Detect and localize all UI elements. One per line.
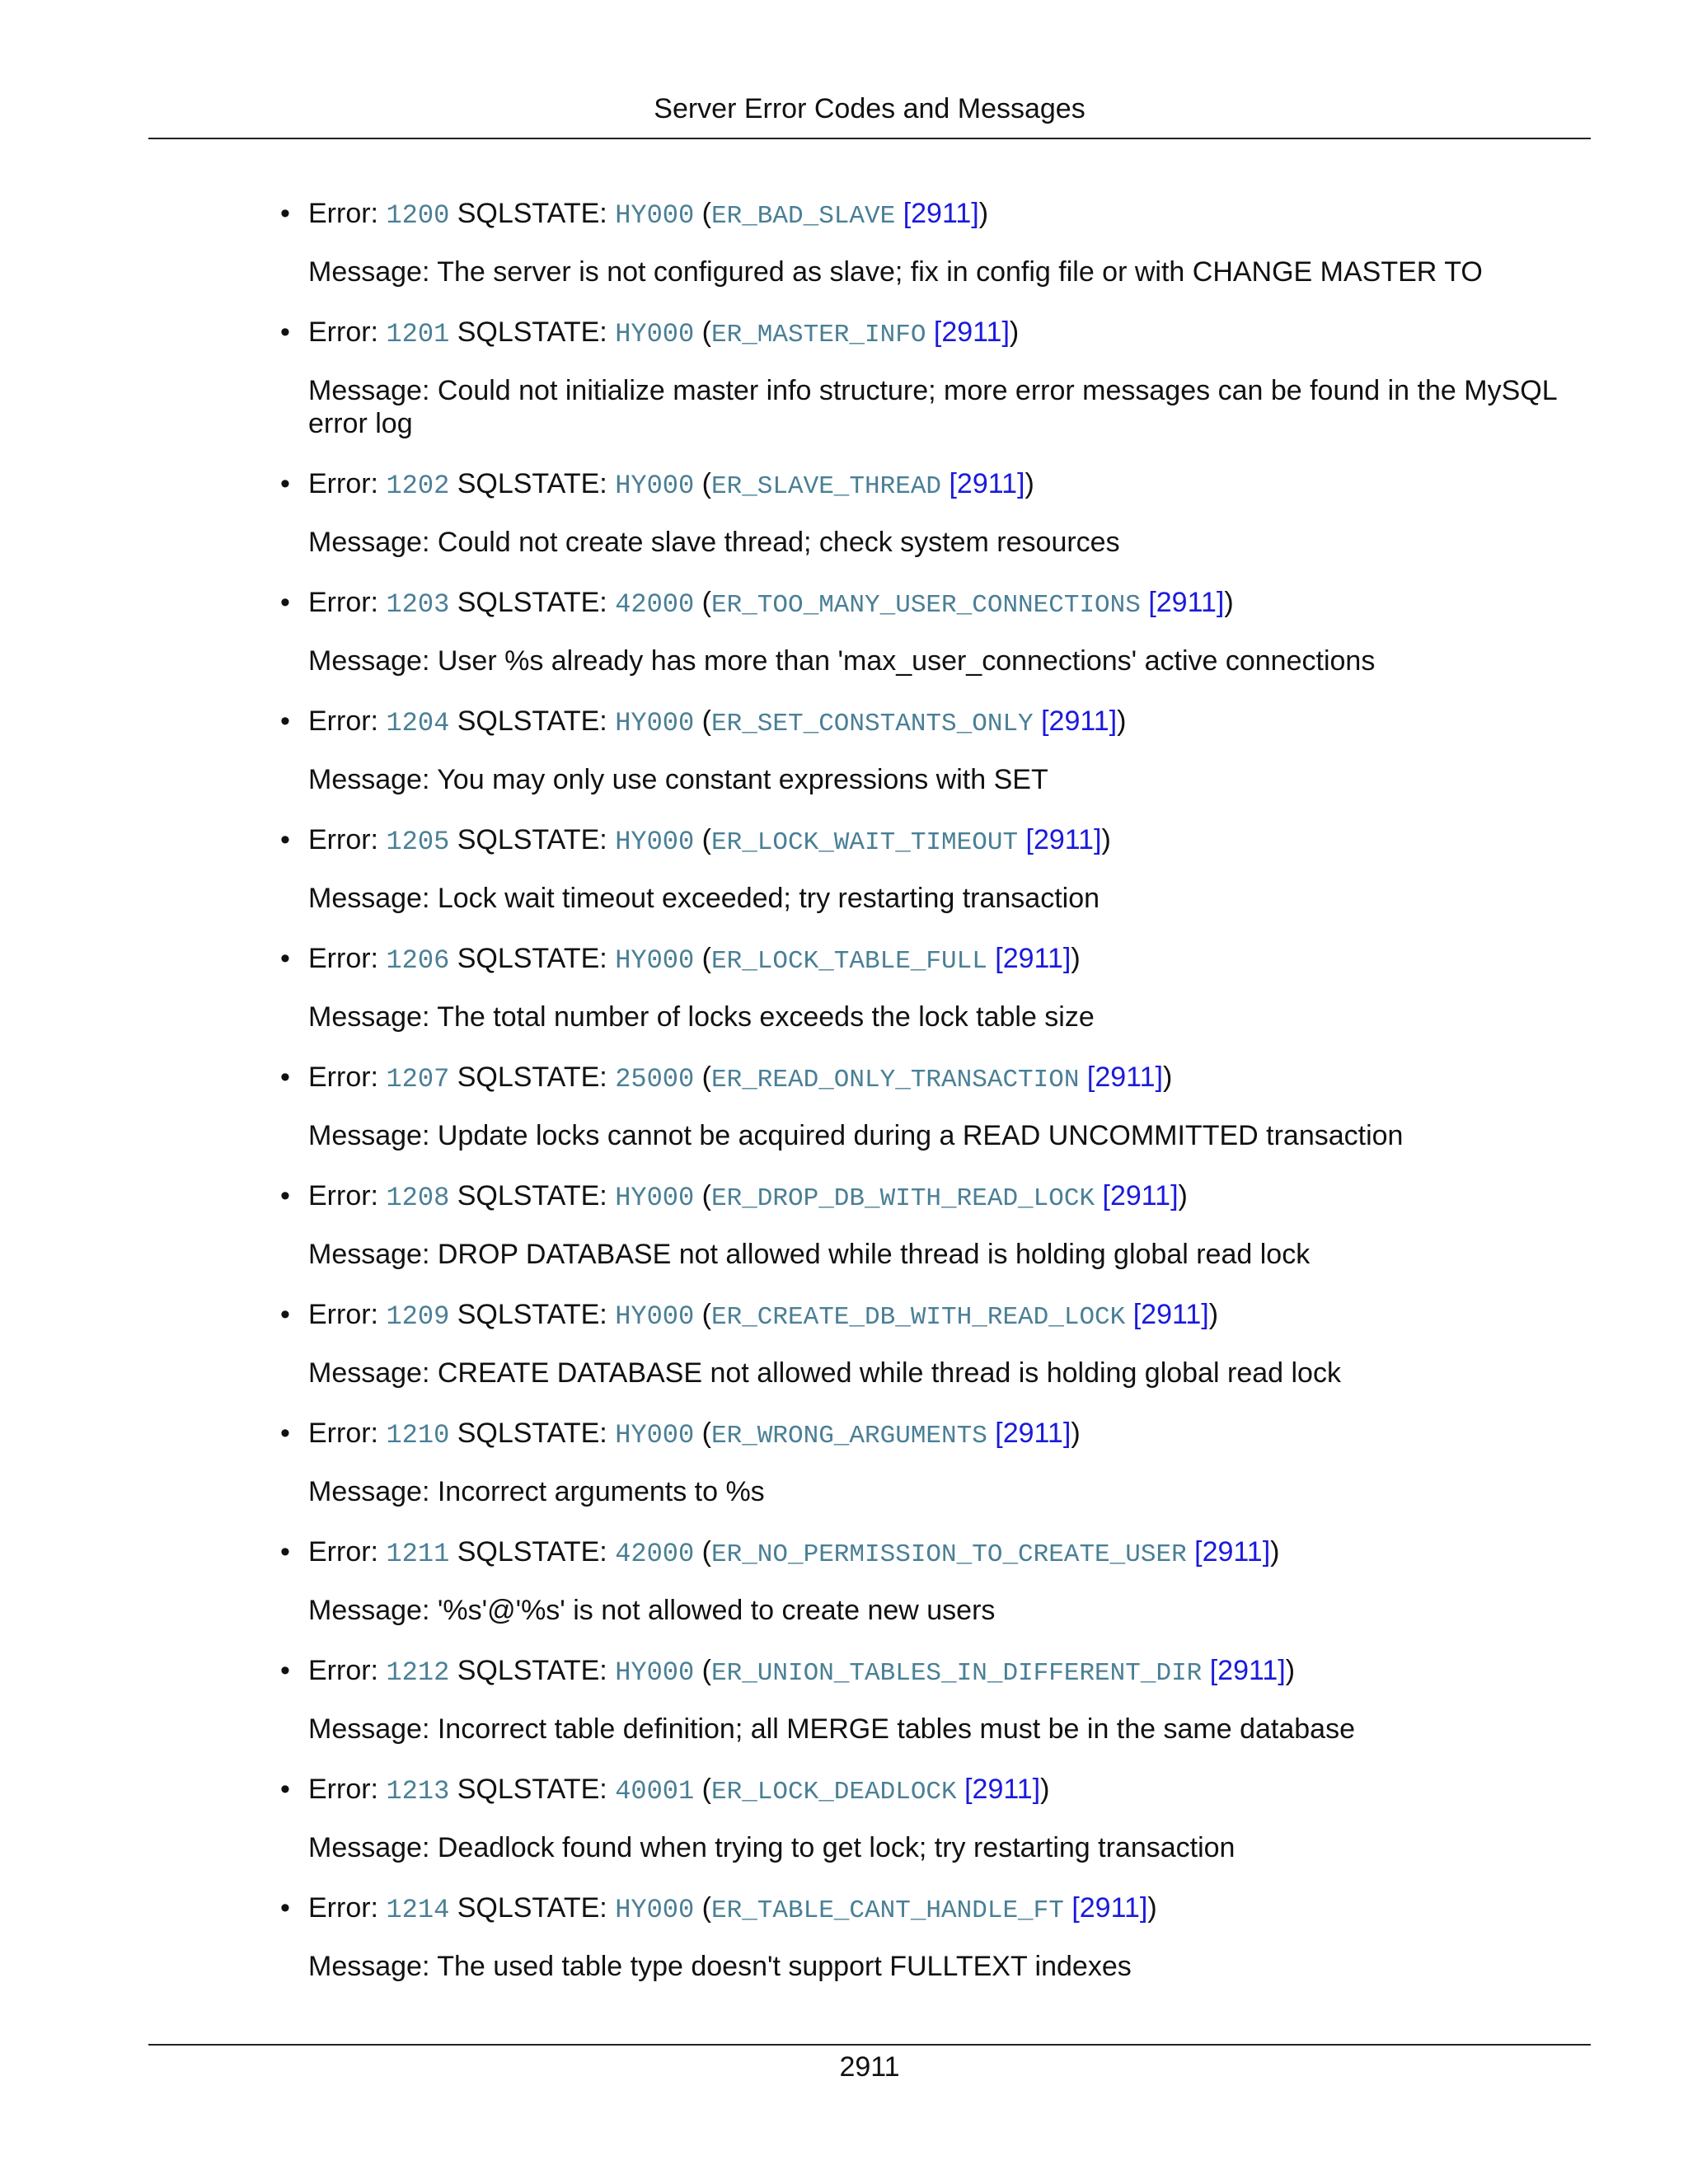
error-entry (280, 1533, 1566, 1627)
error-code: 1208 (386, 1183, 450, 1213)
sqlstate-label: SQLSTATE: (457, 1536, 607, 1568)
page-reference-link[interactable]: [2911] (995, 1418, 1071, 1449)
close-paren: ) (1147, 1892, 1157, 1924)
sqlstate-label: SQLSTATE: (457, 1418, 607, 1449)
error-entry (280, 194, 1566, 288)
page-reference-link[interactable]: [2911] (964, 1774, 1041, 1805)
message-label: Message: (308, 527, 430, 558)
close-paren: ) (1071, 1418, 1081, 1449)
error-header-line (308, 1296, 1566, 1337)
error-header-line (308, 1058, 1566, 1099)
bullet: • (280, 1180, 290, 1212)
error-code: 1206 (386, 945, 450, 976)
error-code: 1211 (386, 1539, 450, 1569)
error-header-line (308, 194, 1566, 236)
page-reference-link[interactable]: [2911] (903, 198, 979, 229)
sqlstate-label: SQLSTATE: (457, 198, 607, 229)
error-symbol: ER_LOCK_TABLE_FULL (710, 947, 987, 976)
bullet: • (280, 316, 290, 348)
open-paren: ( (701, 587, 711, 618)
message-line (308, 644, 1566, 677)
message-text: The used table type doesn't support FULLTEXT indexes (437, 1951, 1132, 1982)
error-header-line (308, 1770, 1566, 1811)
error-symbol: ER_UNION_TABLES_IN_DIFFERENT_DIR (710, 1659, 1203, 1688)
message-label: Message: (308, 645, 430, 677)
page-reference-link[interactable]: [2911] (1102, 1180, 1179, 1212)
message-label: Message: (308, 764, 430, 795)
page-reference-link[interactable]: [2911] (1071, 1892, 1148, 1924)
message-label: Message: (308, 256, 430, 288)
open-paren: ( (701, 1655, 711, 1686)
error-code: 1202 (386, 471, 450, 501)
error-label: Error: (308, 468, 378, 499)
sqlstate-label: SQLSTATE: (457, 705, 607, 737)
error-symbol: ER_SLAVE_THREAD (710, 472, 942, 501)
sqlstate-value: HY000 (615, 319, 695, 349)
message-text: The server is not configured as slave; fix in config file or with CHANGE MASTER TO (437, 256, 1483, 288)
open-paren: ( (701, 705, 711, 737)
error-code: 1209 (386, 1301, 450, 1332)
error-label: Error: (308, 1180, 378, 1212)
open-paren: ( (701, 1418, 711, 1449)
error-symbol: ER_MASTER_INFO (710, 321, 926, 349)
open-paren: ( (701, 943, 711, 974)
message-line (308, 1475, 1566, 1508)
page-reference-link[interactable]: [2911] (1209, 1655, 1286, 1686)
error-symbol: ER_LOCK_DEADLOCK (710, 1778, 957, 1807)
message-line (308, 1119, 1566, 1152)
message-text: You may only use constant expressions with SET (437, 764, 1048, 795)
footer-divider (148, 2044, 1591, 2046)
error-symbol: ER_DROP_DB_WITH_READ_LOCK (710, 1184, 1095, 1213)
error-symbol: ER_READ_ONLY_TRANSACTION (710, 1066, 1080, 1094)
page-reference-link[interactable]: [2911] (1132, 1299, 1209, 1330)
message-line (308, 882, 1566, 915)
message-label: Message: (308, 1357, 430, 1389)
error-label: Error: (308, 1418, 378, 1449)
error-header-line (308, 1533, 1566, 1574)
close-paren: ) (1101, 824, 1111, 855)
bullet: • (280, 705, 290, 737)
sqlstate-value: HY000 (615, 945, 695, 976)
error-entry (280, 1652, 1566, 1746)
error-entry (280, 1414, 1566, 1508)
message-text: '%s'@'%s' is not allowed to create new users (437, 1595, 996, 1626)
message-label: Message: (308, 375, 430, 406)
message-text: DROP DATABASE not allowed while thread is holding global read lock (437, 1239, 1311, 1270)
message-label: Message: (308, 1001, 430, 1033)
message-line (308, 1357, 1566, 1390)
error-header-line (308, 313, 1566, 354)
error-code: 1204 (386, 708, 450, 738)
error-label: Error: (308, 824, 378, 855)
open-paren: ( (701, 1536, 711, 1568)
error-entry (280, 1177, 1566, 1271)
error-code: 1205 (386, 827, 450, 857)
sqlstate-value: 42000 (615, 589, 695, 620)
open-paren: ( (701, 1180, 711, 1212)
page-reference-link[interactable]: [2911] (995, 943, 1071, 974)
error-code: 1201 (386, 319, 450, 349)
bullet: • (280, 1418, 290, 1449)
bullet: • (280, 1892, 290, 1924)
bullet: • (280, 1062, 290, 1093)
error-label: Error: (308, 943, 378, 974)
close-paren: ) (1270, 1536, 1280, 1568)
error-entry (280, 313, 1566, 440)
sqlstate-label: SQLSTATE: (457, 943, 607, 974)
bullet: • (280, 943, 290, 974)
sqlstate-value: 42000 (615, 1539, 695, 1569)
sqlstate-label: SQLSTATE: (457, 1774, 607, 1805)
error-code: 1207 (386, 1064, 450, 1094)
page-reference-link[interactable]: [2911] (1194, 1536, 1271, 1568)
message-text: CREATE DATABASE not allowed while thread is holding global read lock (437, 1357, 1341, 1389)
open-paren: ( (701, 1062, 711, 1093)
sqlstate-value: HY000 (615, 471, 695, 501)
error-header-line (308, 702, 1566, 743)
error-code: 1200 (386, 200, 450, 231)
error-entry (280, 940, 1566, 1033)
close-paren: ) (1117, 705, 1127, 737)
header-divider (148, 138, 1591, 139)
error-symbol: ER_SET_CONSTANTS_ONLY (710, 710, 1034, 738)
sqlstate-label: SQLSTATE: (457, 1180, 607, 1212)
error-symbol: ER_WRONG_ARGUMENTS (710, 1422, 987, 1451)
bullet: • (280, 198, 290, 229)
sqlstate-value: HY000 (615, 1420, 695, 1451)
error-label: Error: (308, 1299, 378, 1330)
message-label: Message: (308, 883, 430, 914)
running-header: Server Error Codes and Messages (654, 93, 1085, 124)
error-header-line (308, 1889, 1566, 1930)
error-entry (280, 465, 1566, 559)
open-paren: ( (701, 1892, 711, 1924)
error-header-line (308, 1652, 1566, 1693)
message-label: Message: (308, 1120, 430, 1151)
page-reference-link[interactable]: [2911] (1025, 824, 1102, 855)
sqlstate-label: SQLSTATE: (457, 587, 607, 618)
message-label: Message: (308, 1239, 430, 1270)
message-line (308, 1713, 1566, 1746)
sqlstate-value: 40001 (615, 1776, 695, 1807)
close-paren: ) (1285, 1655, 1296, 1686)
error-header-line (308, 1177, 1566, 1218)
error-entry (280, 1889, 1566, 1983)
error-header-line (308, 821, 1566, 862)
message-line (308, 763, 1566, 796)
message-label: Message: (308, 1832, 430, 1863)
close-paren: ) (1025, 468, 1034, 499)
error-entry (280, 1770, 1566, 1864)
bullet: • (280, 1655, 290, 1686)
open-paren: ( (701, 1774, 711, 1805)
error-label: Error: (308, 1536, 378, 1568)
error-entry (280, 1296, 1566, 1390)
error-code: 1212 (386, 1657, 450, 1688)
message-text: Lock wait timeout exceeded; try restarting transaction (437, 883, 1100, 914)
error-header-line (308, 465, 1566, 506)
message-label: Message: (308, 1595, 430, 1626)
sqlstate-value: 25000 (615, 1064, 695, 1094)
bullet: • (280, 824, 290, 855)
error-label: Error: (308, 1892, 378, 1924)
error-code: 1214 (386, 1895, 450, 1925)
bullet: • (280, 1299, 290, 1330)
page-reference-link[interactable]: [2911] (1041, 705, 1118, 737)
error-symbol: ER_NO_PERMISSION_TO_CREATE_USER (710, 1540, 1187, 1569)
error-header-line (308, 1414, 1566, 1455)
close-paren: ) (1040, 1774, 1050, 1805)
sqlstate-value: HY000 (615, 1301, 695, 1332)
sqlstate-value: HY000 (615, 1183, 695, 1213)
bullet: • (280, 587, 290, 618)
message-label: Message: (308, 1951, 430, 1982)
error-label: Error: (308, 587, 378, 618)
error-label: Error: (308, 705, 378, 737)
bullet: • (280, 1774, 290, 1805)
sqlstate-label: SQLSTATE: (457, 1299, 607, 1330)
message-text: Deadlock found when trying to get lock; try restarting transaction (437, 1832, 1236, 1863)
message-line (308, 1594, 1566, 1627)
message-text: Could not initialize master info structure; more error messages can be found in the MySQL error log (308, 375, 1557, 439)
message-line (308, 1950, 1566, 1983)
message-text: The total number of locks exceeds the lock table size (437, 1001, 1095, 1033)
message-line (308, 374, 1566, 440)
open-paren: ( (701, 824, 711, 855)
close-paren: ) (1224, 587, 1234, 618)
open-paren: ( (701, 198, 711, 229)
page-reference-link[interactable]: [2911] (949, 468, 1025, 499)
sqlstate-label: SQLSTATE: (457, 1655, 607, 1686)
error-code: 1210 (386, 1420, 450, 1451)
open-paren: ( (701, 468, 711, 499)
message-line (308, 255, 1566, 288)
close-paren: ) (978, 198, 989, 229)
error-label: Error: (308, 1774, 378, 1805)
close-paren: ) (1071, 943, 1081, 974)
sqlstate-label: SQLSTATE: (457, 316, 607, 348)
close-paren: ) (1009, 316, 1020, 348)
error-code: 1213 (386, 1776, 450, 1807)
error-entry (280, 1058, 1566, 1152)
sqlstate-value: HY000 (615, 827, 695, 857)
message-line (308, 1831, 1566, 1864)
error-label: Error: (308, 1062, 378, 1093)
error-entry (280, 583, 1566, 677)
close-paren: ) (1178, 1180, 1188, 1212)
message-label: Message: (308, 1713, 430, 1745)
page-reference-link[interactable]: [2911] (933, 316, 1010, 348)
bullet: • (280, 1536, 290, 1568)
sqlstate-value: HY000 (615, 200, 695, 231)
message-text: User %s already has more than 'max_user_connections' active connections (437, 645, 1376, 677)
message-text: Incorrect table definition; all MERGE tables must be in the same database (437, 1713, 1355, 1745)
sqlstate-label: SQLSTATE: (457, 824, 607, 855)
sqlstate-label: SQLSTATE: (457, 1892, 607, 1924)
page-number: 2911 (839, 2051, 900, 2083)
open-paren: ( (701, 1299, 711, 1330)
close-paren: ) (1208, 1299, 1219, 1330)
message-text: Incorrect arguments to %s (437, 1476, 765, 1507)
sqlstate-value: HY000 (615, 1657, 695, 1688)
error-label: Error: (308, 1655, 378, 1686)
error-code: 1203 (386, 589, 450, 620)
open-paren: ( (701, 316, 711, 348)
sqlstate-value: HY000 (615, 708, 695, 738)
error-label: Error: (308, 198, 378, 229)
sqlstate-value: HY000 (615, 1895, 695, 1925)
message-text: Could not create slave thread; check system resources (437, 527, 1120, 558)
close-paren: ) (1162, 1062, 1173, 1093)
bullet: • (280, 468, 290, 499)
error-code-list (280, 194, 1566, 2008)
error-symbol: ER_TABLE_CANT_HANDLE_FT (710, 1896, 1064, 1925)
error-header-line (308, 940, 1566, 981)
message-line (308, 526, 1566, 559)
error-symbol: ER_LOCK_WAIT_TIMEOUT (710, 828, 1019, 857)
error-entry (280, 821, 1566, 915)
error-header-line (308, 583, 1566, 625)
message-line (308, 1001, 1566, 1033)
sqlstate-label: SQLSTATE: (457, 1062, 607, 1093)
error-symbol: ER_TOO_MANY_USER_CONNECTIONS (710, 591, 1141, 620)
page-reference-link[interactable]: [2911] (1086, 1062, 1163, 1093)
error-label: Error: (308, 316, 378, 348)
error-entry (280, 702, 1566, 796)
message-line (308, 1238, 1566, 1271)
page-reference-link[interactable]: [2911] (1148, 587, 1225, 618)
message-label: Message: (308, 1476, 430, 1507)
sqlstate-label: SQLSTATE: (457, 468, 607, 499)
error-symbol: ER_BAD_SLAVE (710, 202, 896, 231)
error-symbol: ER_CREATE_DB_WITH_READ_LOCK (710, 1303, 1126, 1332)
message-text: Update locks cannot be acquired during a READ UNCOMMITTED transaction (437, 1120, 1404, 1151)
